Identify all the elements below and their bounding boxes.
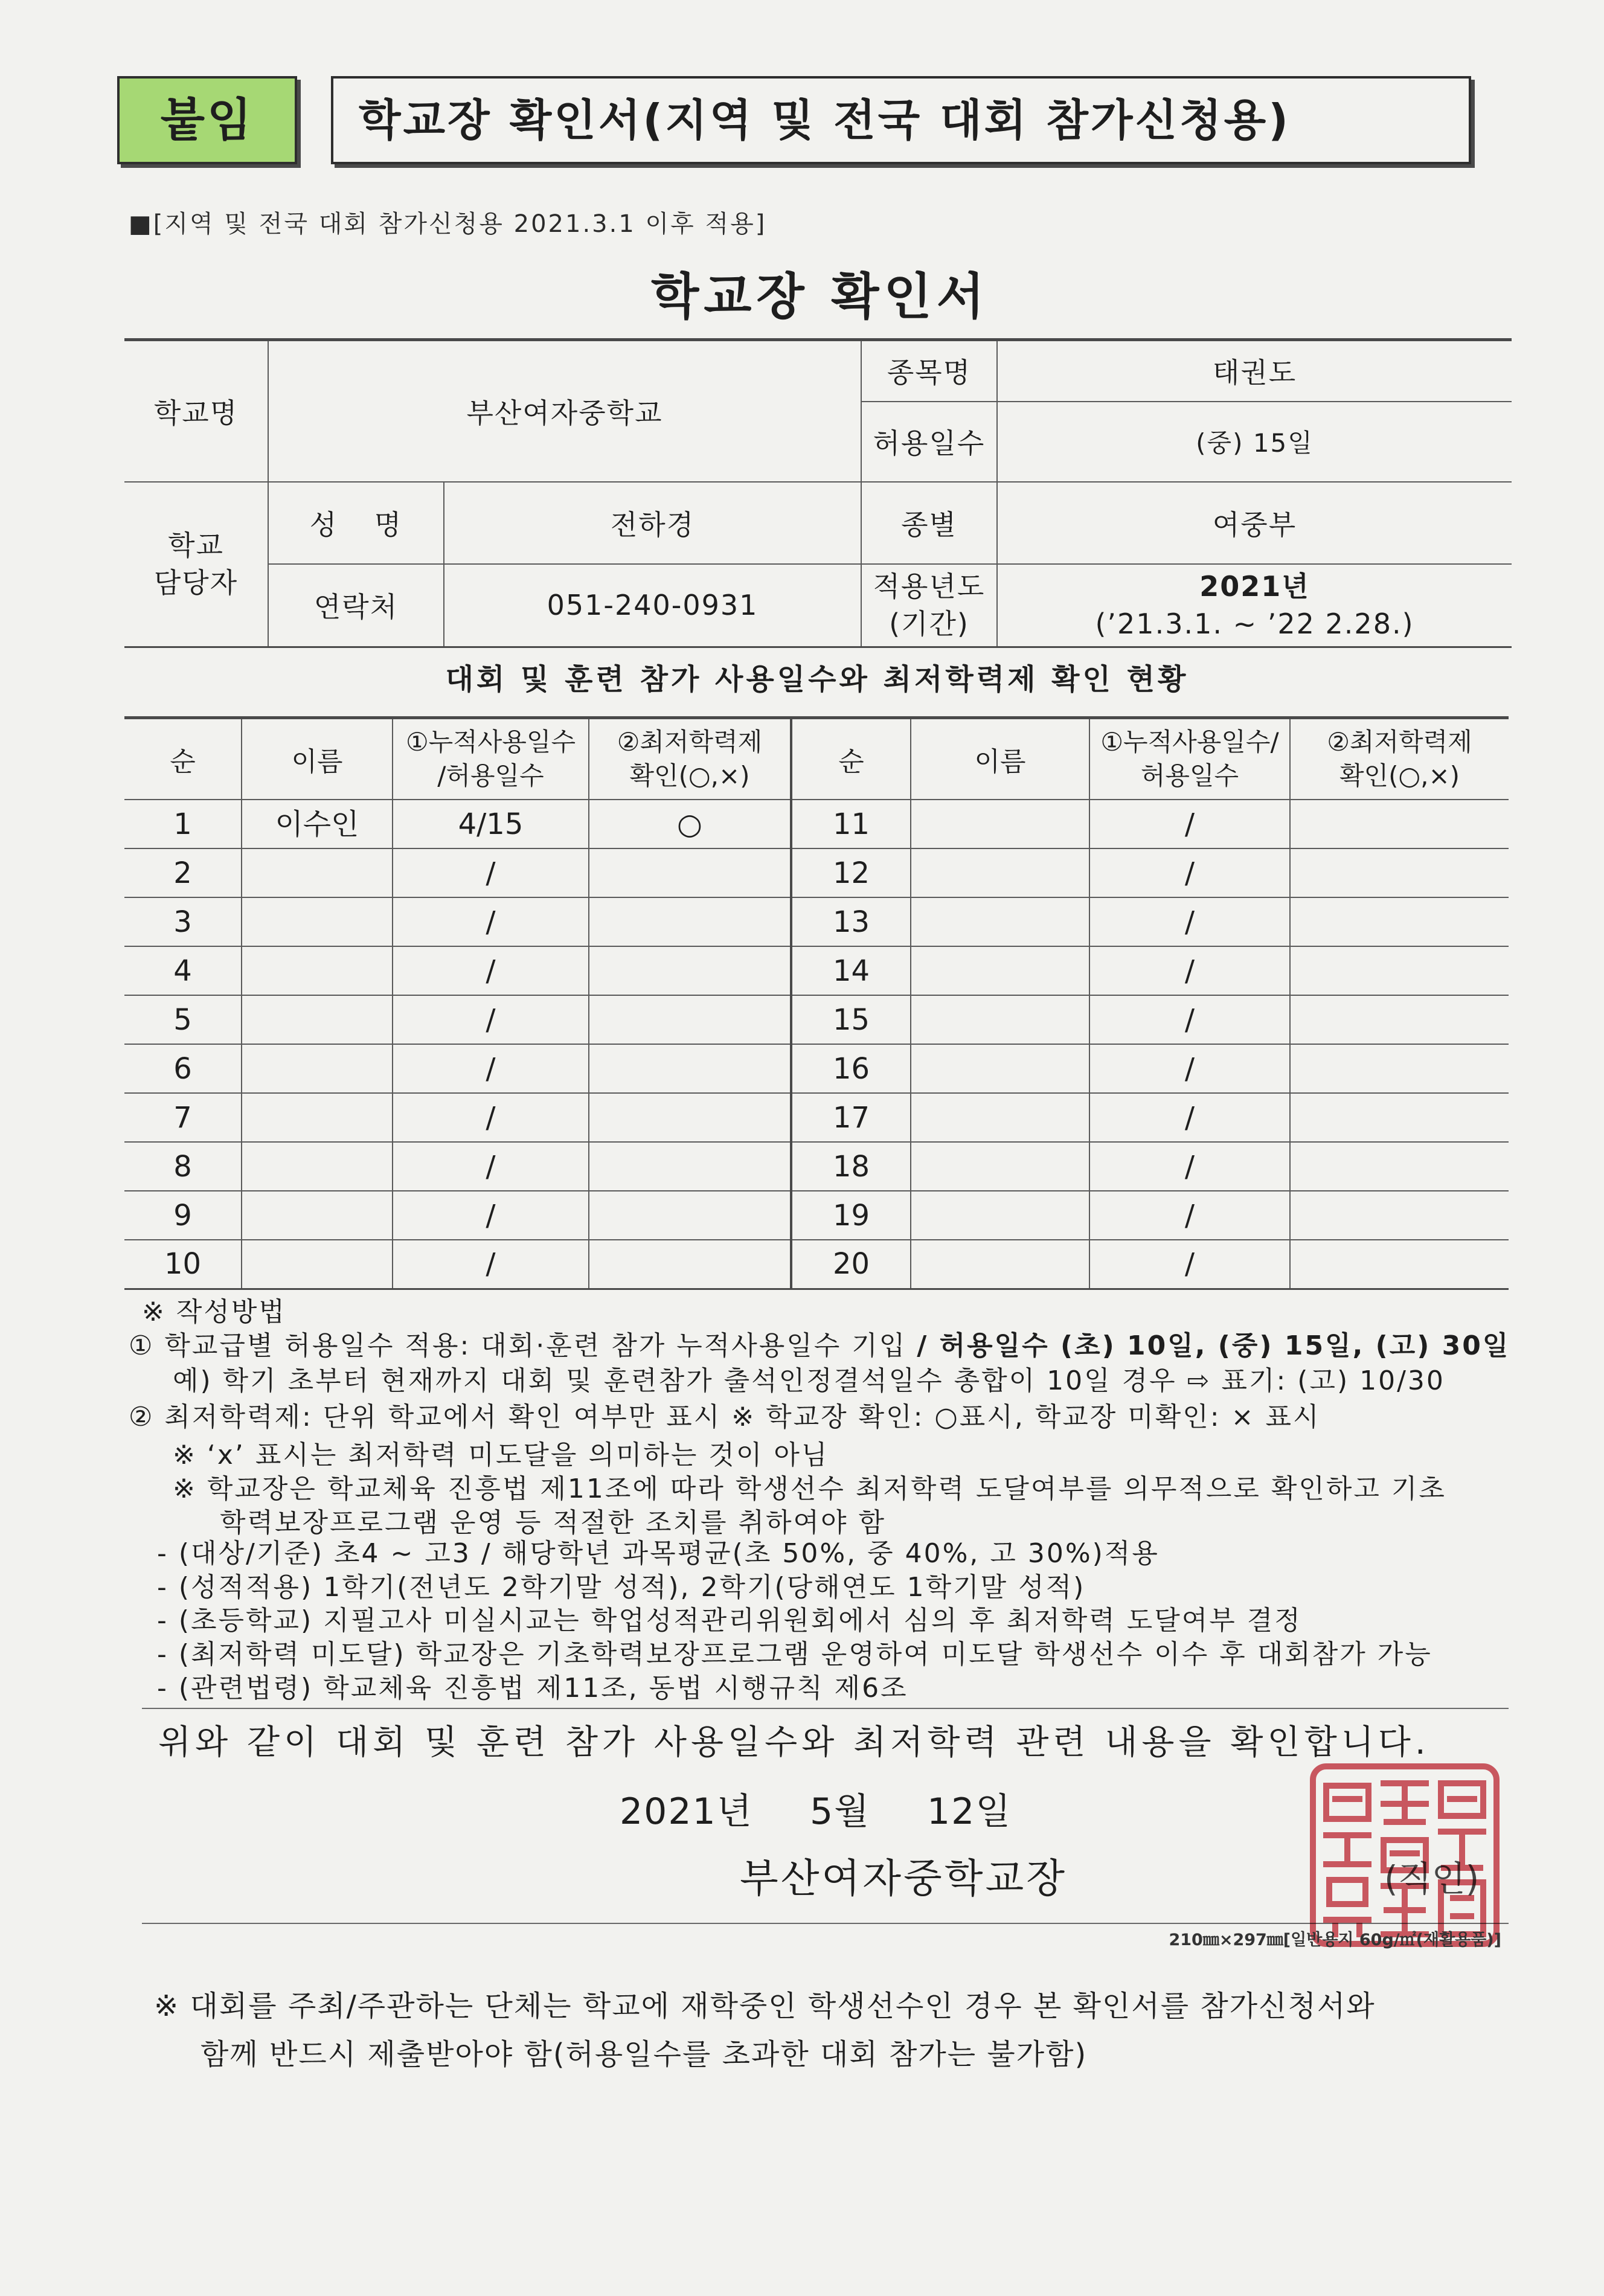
cumulative-days: / <box>393 1093 589 1142</box>
header-number: 순 <box>124 718 242 800</box>
status-row <box>124 1093 1509 1142</box>
student-name <box>242 995 393 1044</box>
cumulative-days: / <box>1089 800 1290 848</box>
paper-spec: 210㎜×297㎜[일반용지 60g/㎡(재활용품)] <box>1169 1931 1501 1949</box>
student-name <box>911 1093 1089 1142</box>
applicable-year-value <box>997 564 1512 647</box>
cumulative-days: / <box>393 946 589 995</box>
header-name: 이름 <box>242 718 393 800</box>
division-label: 종별 <box>861 482 997 564</box>
divider <box>142 1923 1509 1924</box>
min-academic-check <box>1290 848 1509 897</box>
cumulative-days: / <box>1089 1240 1290 1289</box>
row-number: 14 <box>791 946 911 995</box>
instruction-item-1-text: ① 학교급별 허용일수 적용: 대회·훈련 참가 누적사용일수 기입 <box>129 1330 907 1361</box>
cumulative-days: / <box>1089 1044 1290 1093</box>
school-manager-label-line1: 학교 <box>168 529 224 562</box>
instruction-item-2-note-1: ※ ‘x’ 표시는 최저학력 미도달을 의미하는 것이 아님 <box>173 1440 829 1470</box>
status-rows <box>124 800 1509 1289</box>
min-academic-check <box>1290 1240 1509 1289</box>
student-name <box>911 1240 1089 1289</box>
applicable-year-label-line2: (기간) <box>889 608 969 641</box>
student-name <box>911 897 1089 946</box>
min-academic-check <box>589 1142 791 1191</box>
min-academic-check <box>1290 1044 1509 1093</box>
manager-name-label: 성 명 <box>268 482 444 564</box>
status-row <box>124 800 1509 848</box>
status-row <box>124 1142 1509 1191</box>
status-row <box>124 1191 1509 1240</box>
date-year: 2021년 <box>620 1791 753 1833</box>
manager-name-value: 전하경 <box>444 482 861 564</box>
student-name <box>242 1240 393 1289</box>
status-row <box>124 946 1509 995</box>
footer-note-line-2: 함께 반드시 제출받아야 함(허용일수를 초과한 대회 참가는 불가함) <box>200 2038 1088 2071</box>
header-min-academic-line1: ②최저학력제 <box>1327 727 1472 757</box>
applicability-note: ■[지역 및 전국 대회 참가신청용 2021.3.1 이후 적용] <box>129 210 767 238</box>
allowed-days-value: (중) 15일 <box>997 402 1512 482</box>
school-name-label: 학교명 <box>124 340 268 482</box>
instruction-bullet: - (초등학교) 지필고사 미실시교는 학업성적관리위원회에서 심의 후 최저학력 도달여부 결정 <box>157 1605 1302 1636</box>
school-seal <box>1308 1762 1501 1949</box>
min-academic-check <box>589 897 791 946</box>
header-title: 학교장 확인서(지역 및 전국 대회 참가신청용) <box>359 95 1291 146</box>
contact-label: 연락처 <box>268 564 444 647</box>
min-academic-check: ○ <box>589 800 791 848</box>
student-name <box>911 1191 1089 1240</box>
student-name <box>911 1142 1089 1191</box>
confirmation-statement: 위와 같이 대회 및 훈련 참가 사용일수와 최저학력 관련 내용을 확인합니다. <box>158 1723 1430 1762</box>
row-number: 11 <box>791 800 911 848</box>
school-manager-label-line2: 담당자 <box>153 566 239 600</box>
cumulative-days: / <box>393 995 589 1044</box>
min-academic-check <box>589 1093 791 1142</box>
student-name <box>242 1191 393 1240</box>
student-name <box>911 1044 1089 1093</box>
contact-value: 051-240-0931 <box>444 564 861 647</box>
header-cumulative-days <box>1089 718 1290 800</box>
division-value: 여중부 <box>997 482 1512 564</box>
instruction-item-1-example: 예) 학기 초부터 현재까지 대회 및 훈련참가 출석인정결석일수 총합이 10일 경우 ⇨ 표기: (고) 10/30 <box>173 1365 1445 1396</box>
row-number: 10 <box>124 1240 242 1289</box>
header-title-box <box>331 76 1471 164</box>
student-name <box>911 946 1089 995</box>
row-number: 3 <box>124 897 242 946</box>
min-academic-check <box>1290 995 1509 1044</box>
row-number: 9 <box>124 1191 242 1240</box>
status-row <box>124 1240 1509 1289</box>
status-row <box>124 848 1509 897</box>
instruction-bullet: - (대상/기준) 초4 ~ 고3 / 해당학년 과목평균(초 50%, 중 40%, 고 30%)적용 <box>157 1538 1160 1569</box>
row-number: 12 <box>791 848 911 897</box>
student-name <box>911 800 1089 848</box>
footer-note-line-1: ※ 대회를 주최/주관하는 단체는 학교에 재학중인 학생선수인 경우 본 확인서를 참가신청서와 <box>154 1989 1376 2023</box>
student-name <box>242 1093 393 1142</box>
row-number: 20 <box>791 1240 911 1289</box>
header-cumulative-days <box>393 718 589 800</box>
attachment-label: 붙임 <box>160 93 254 147</box>
cumulative-days: / <box>1089 848 1290 897</box>
document-title: 학교장 확인서 <box>651 268 989 325</box>
status-header-row <box>124 718 1509 800</box>
header-name: 이름 <box>911 718 1089 800</box>
row-number: 7 <box>124 1093 242 1142</box>
header-cumulative-days-line1: ①누적사용일수/ <box>1100 727 1279 757</box>
row-number: 5 <box>124 995 242 1044</box>
participation-status-table <box>124 716 1509 1290</box>
header-min-academic-line2: 확인(○,×) <box>1339 761 1460 790</box>
applicable-period: (’21.3.1. ~ ’22 2.28.) <box>1095 608 1414 641</box>
student-name <box>242 1044 393 1093</box>
min-academic-check <box>589 1044 791 1093</box>
cumulative-days: / <box>393 1044 589 1093</box>
sport-label: 종목명 <box>861 340 997 402</box>
instruction-bullet: - (성적적용) 1학기(전년도 2학기말 성적), 2학기(당해연도 1학기말 성적) <box>157 1572 1086 1603</box>
min-academic-check <box>1290 800 1509 848</box>
cumulative-days: / <box>1089 946 1290 995</box>
row-number: 8 <box>124 1142 242 1191</box>
header-min-academic <box>1290 718 1509 800</box>
row-number: 19 <box>791 1191 911 1240</box>
min-academic-check <box>1290 1191 1509 1240</box>
row-number: 1 <box>124 800 242 848</box>
min-academic-check <box>1290 897 1509 946</box>
student-name <box>911 995 1089 1044</box>
student-name: 이수인 <box>242 800 393 848</box>
applicable-year-label <box>861 564 997 647</box>
principal-title: 부산여자중학교장 <box>740 1855 1068 1902</box>
allowed-days-label: 허용일수 <box>861 402 997 482</box>
row-number: 13 <box>791 897 911 946</box>
row-number: 17 <box>791 1093 911 1142</box>
header-cumulative-days-line1: ①누적사용일수 <box>405 727 576 757</box>
row-number: 16 <box>791 1044 911 1093</box>
cumulative-days: / <box>393 1191 589 1240</box>
applicable-year-label-line1: 적용년도 <box>873 570 986 603</box>
cumulative-days: 4/15 <box>393 800 589 848</box>
school-name-value: 부산여자중학교 <box>268 340 861 482</box>
min-academic-check <box>589 1240 791 1289</box>
status-row <box>124 995 1509 1044</box>
instruction-item-1 <box>129 1329 1510 1363</box>
student-name <box>911 848 1089 897</box>
header-cumulative-days-line2: /허용일수 <box>437 761 544 790</box>
row-number: 4 <box>124 946 242 995</box>
student-name <box>242 1142 393 1191</box>
applicable-year: 2021년 <box>1199 570 1310 603</box>
min-academic-check <box>1290 1142 1509 1191</box>
row-number: 18 <box>791 1142 911 1191</box>
min-academic-check <box>589 1191 791 1240</box>
instruction-item-2-note-2: ※ 학교장은 학교체육 진흥법 제11조에 따라 학생선수 최저학력 도달여부를 의무적으로 확인하고 기초 <box>173 1473 1446 1504</box>
header-min-academic <box>589 718 791 800</box>
instruction-item-2-note-2-cont: 학력보장프로그램 운영 등 적절한 조치를 취하여야 함 <box>220 1507 887 1538</box>
instruction-bullet: - (최저학력 미도달) 학교장은 기초학력보장프로그램 운영하여 미도달 학생선수 이수 후 대회참가 가능 <box>157 1639 1432 1670</box>
min-academic-check <box>589 995 791 1044</box>
header-min-academic-line1: ②최저학력제 <box>617 727 763 757</box>
min-academic-check <box>1290 946 1509 995</box>
school-info-table <box>124 338 1512 648</box>
instruction-item-1-emphasis: / 허용일수 (초) 10일, (중) 15일, (고) 30일 <box>917 1330 1510 1361</box>
instruction-bullet: - (관련법령) 학교체육 진흥법 제11조, 동법 시행규칙 제6조 <box>157 1673 908 1704</box>
cumulative-days: / <box>1089 1191 1290 1240</box>
min-academic-check <box>589 946 791 995</box>
sport-value: 태권도 <box>997 340 1512 402</box>
row-number: 2 <box>124 848 242 897</box>
cumulative-days: / <box>393 1240 589 1289</box>
status-heading: 대회 및 훈련 참가 사용일수와 최저학력제 확인 현황 <box>445 662 1189 696</box>
cumulative-days: / <box>1089 1093 1290 1142</box>
divider <box>142 1708 1509 1709</box>
cumulative-days: / <box>393 897 589 946</box>
student-name <box>242 848 393 897</box>
status-row <box>124 1044 1509 1093</box>
status-row <box>124 897 1509 946</box>
header-cumulative-days-line2: 허용일수 <box>1140 761 1239 790</box>
date-day: 12일 <box>927 1791 1012 1833</box>
cumulative-days: / <box>393 848 589 897</box>
header-number: 순 <box>791 718 911 800</box>
instruction-item-2: ② 최저학력제: 단위 학교에서 확인 여부만 표시 ※ 학교장 확인: ○표시, 학교장 미확인: × 표시 <box>129 1402 1321 1432</box>
min-academic-check <box>1290 1093 1509 1142</box>
cumulative-days: / <box>1089 897 1290 946</box>
cumulative-days: / <box>1089 995 1290 1044</box>
instructions-heading: ※ 작성방법 <box>142 1297 286 1327</box>
min-academic-check <box>589 848 791 897</box>
header-min-academic-line2: 확인(○,×) <box>629 761 750 790</box>
attachment-badge <box>117 76 297 164</box>
school-manager-label <box>124 482 268 647</box>
row-number: 6 <box>124 1044 242 1093</box>
student-name <box>242 897 393 946</box>
cumulative-days: / <box>393 1142 589 1191</box>
student-name <box>242 946 393 995</box>
row-number: 15 <box>791 995 911 1044</box>
official-seal-label: (직인) <box>1384 1858 1480 1899</box>
cumulative-days: / <box>1089 1142 1290 1191</box>
date-month: 5월 <box>810 1791 871 1833</box>
